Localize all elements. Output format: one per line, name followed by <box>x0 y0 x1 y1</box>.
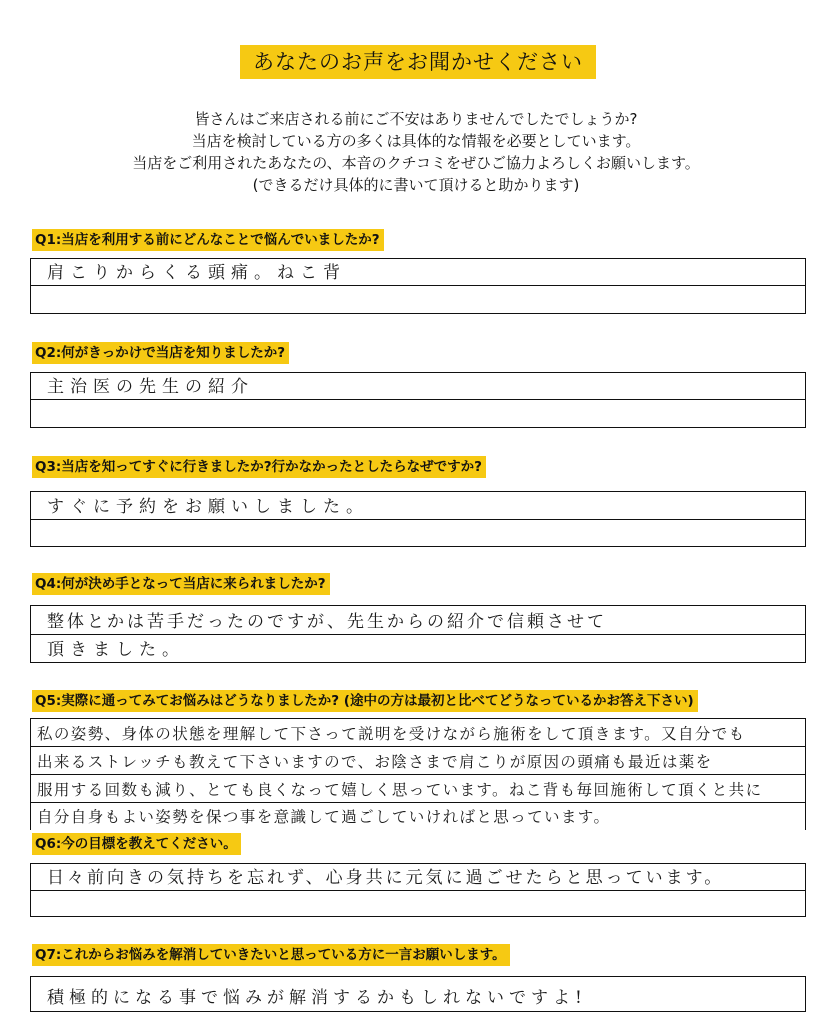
question-7-label: Q7:これからお悩みを解消していきたいと思っている方に一言お願いします。 <box>32 944 510 966</box>
answer-line <box>31 775 805 803</box>
answer-box-q4[interactable] <box>30 605 806 663</box>
answer-text: 私の姿勢、身体の状態を理解して下さって説明を受けながら施術をして頂きます。又自分でも <box>37 725 746 743</box>
answer-text: 自分自身もよい姿勢を保つ事を意識して過ごしていければと思っています。 <box>37 808 611 826</box>
answer-text: 出来るストレッチも教えて下さいますので、お陰さまで肩こりが原因の頭痛も最近は薬を <box>37 753 713 771</box>
question-4-label: Q4:何が決め手となって当店に来られましたか? <box>32 573 330 595</box>
answer-box-q1[interactable] <box>30 258 806 314</box>
answer-box-q6[interactable] <box>30 863 806 917</box>
answer-line <box>31 373 805 400</box>
question-6-label: Q6:今の目標を教えてください。 <box>32 833 241 855</box>
intro-text <box>60 108 772 196</box>
answer-line <box>31 286 805 313</box>
answer-line <box>31 635 805 662</box>
answer-text: 頂きました。 <box>47 640 185 660</box>
answer-line <box>31 891 805 916</box>
answer-text: すぐに予約をお願いしました。 <box>47 497 369 517</box>
intro-line: (できるだけ具体的に書いて頂けると助かります) <box>252 176 580 194</box>
answer-text: 積極的になる事で悩みが解消するかもしれないですよ! <box>47 988 587 1008</box>
answer-line <box>31 400 805 427</box>
answer-box-q7[interactable] <box>30 976 806 1012</box>
intro-line: 皆さんはご来店される前にご不安はありませんでしたでしょうか? <box>194 110 638 128</box>
answer-line <box>31 864 805 891</box>
answer-line <box>31 803 805 829</box>
question-3-label: Q3:当店を知ってすぐに行きましたか?行かなかったとしたらなぜですか? <box>32 456 486 478</box>
answer-text: 整体とかは苦手だったのですが、先生からの紹介で信頼させて <box>47 612 607 632</box>
answer-line <box>31 492 805 520</box>
intro-line: 当店をご利用されたあなたの、本音のクチコミをぜひご協力よろしくお願いします。 <box>132 154 700 172</box>
answer-line <box>31 747 805 775</box>
answer-line <box>31 520 805 546</box>
question-5-label: Q5:実際に通ってみてお悩みはどうなりましたか? (途中の方は最初と比べてどうなっているかお答え下さい) <box>32 690 698 712</box>
answer-line <box>31 606 805 635</box>
answer-text: 服用する回数も減り、とても良くなって嬉しく思っています。ねこ背も毎回施術して頂くと共に <box>37 781 763 799</box>
answer-box-q2[interactable] <box>30 372 806 428</box>
answer-line <box>31 259 805 286</box>
question-1-label: Q1:当店を利用する前にどんなことで悩んでいましたか? <box>32 229 384 251</box>
answer-box-q5[interactable] <box>30 718 806 830</box>
question-2-label: Q2:何がきっかけで当店を知りましたか? <box>32 342 289 364</box>
intro-line: 当店を検討している方の多くは具体的な情報を必要としています。 <box>191 132 641 150</box>
answer-text: 主治医の先生の紹介 <box>47 377 254 397</box>
answer-text: 日々前向きの気持ちを忘れず、心身共に元気に過ごせたらと思っています。 <box>47 868 725 888</box>
answer-box-q3[interactable] <box>30 491 806 547</box>
page-title: あなたのお声をお聞かせください <box>240 45 596 79</box>
answer-line <box>31 719 805 747</box>
answer-text: 肩こりからくる頭痛。ねこ背 <box>47 263 346 283</box>
answer-line <box>31 977 805 1010</box>
